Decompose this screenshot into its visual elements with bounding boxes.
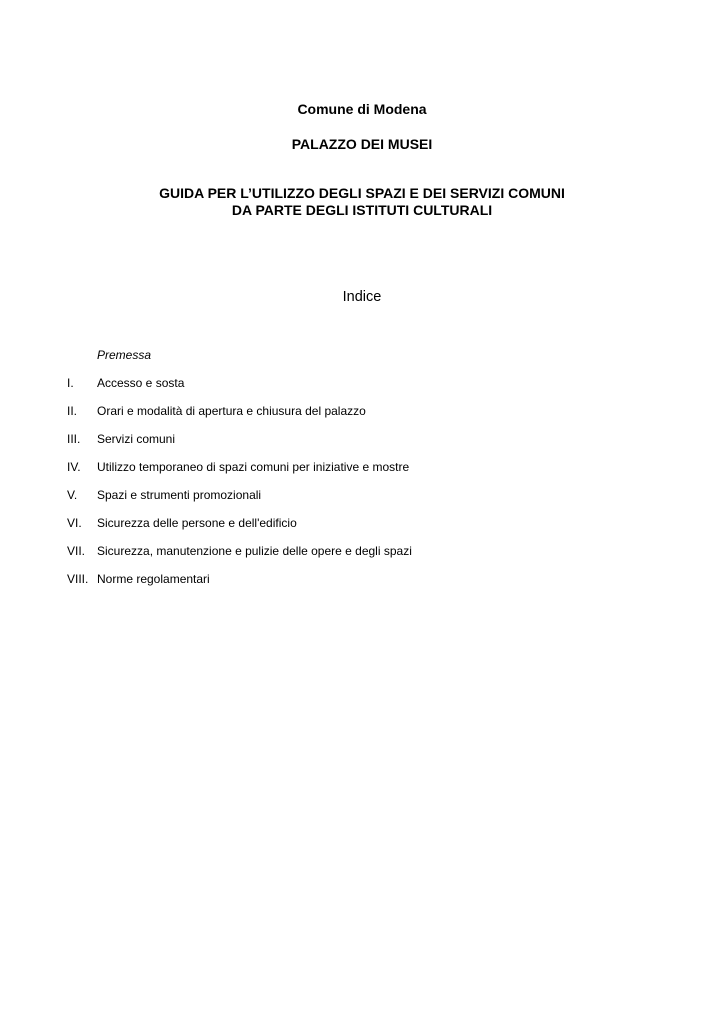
toc-item-label: Norme regolamentari (97, 572, 210, 586)
toc-item (67, 403, 667, 431)
toc-item-number: VI. (67, 516, 82, 530)
toc-item (67, 375, 667, 403)
toc-item-label: Accesso e sosta (97, 376, 185, 390)
toc-item-number: V. (67, 488, 78, 502)
toc-item-number: I. (67, 376, 74, 390)
toc-item-label: Spazi e strumenti promozionali (97, 488, 262, 502)
toc-item-number: III. (67, 432, 81, 446)
municipality-title: Comune di Modena (297, 101, 427, 117)
toc-item (67, 543, 667, 571)
toc-item-label: Sicurezza delle persone e dell'edificio (97, 516, 297, 530)
toc-intro-label: Premessa (97, 348, 152, 362)
guide-title (0, 185, 724, 219)
toc-item-number: VII. (67, 544, 86, 558)
toc-item-label: Servizi comuni (97, 432, 176, 446)
toc-item (67, 571, 667, 599)
toc-item-label: Orari e modalità di apertura e chiusura del palazzo (97, 404, 366, 418)
toc-item-number: VIII. (67, 572, 89, 586)
toc-item-label: Sicurezza, manutenzione e pulizie delle opere e degli spazi (97, 544, 412, 558)
toc-intro (67, 347, 667, 375)
guide-title-line-2: DA PARTE DEGLI ISTITUTI CULTURALI (231, 202, 493, 218)
toc-item (67, 459, 667, 487)
toc-item-number: II. (67, 404, 78, 418)
toc-item (67, 487, 667, 515)
guide-title-line-1: GUIDA PER L’UTILIZZO DEGLI SPAZI E DEI SERVIZI COMUNI (159, 185, 565, 201)
toc-item-number: IV. (67, 460, 81, 474)
toc-item-label: Utilizzo temporaneo di spazi comuni per iniziative e mostre (97, 460, 410, 474)
toc-item (67, 515, 667, 543)
table-of-contents (67, 347, 667, 599)
index-heading: Indice (342, 289, 382, 305)
building-title: PALAZZO DEI MUSEI (291, 136, 433, 152)
toc-item (67, 431, 667, 459)
